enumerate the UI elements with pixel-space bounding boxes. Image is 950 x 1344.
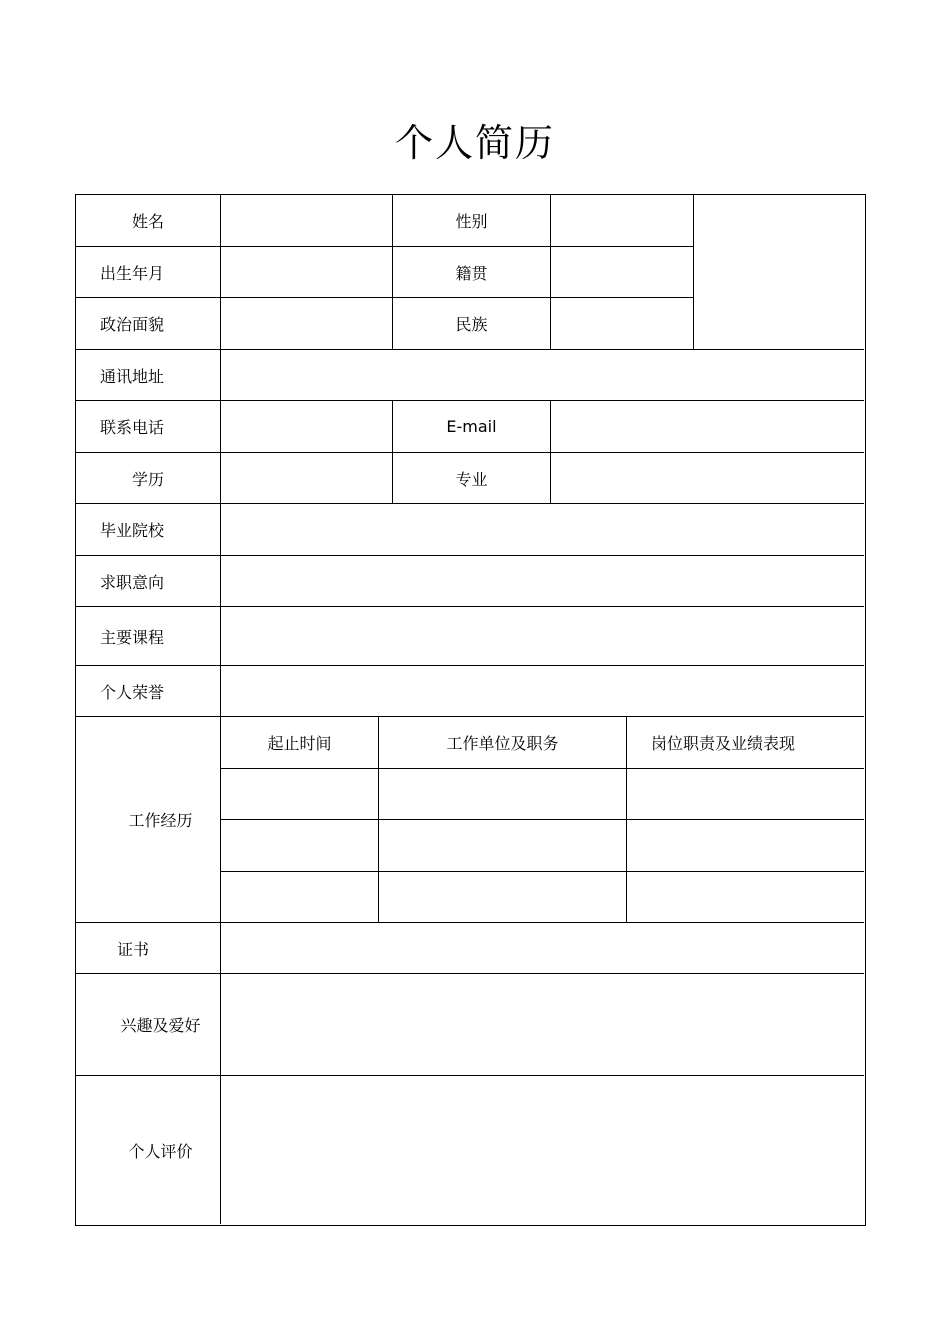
label-self-evaluation: 个人评价 [76,1076,221,1224]
label-major: 专业 [393,453,551,504]
field-certificates[interactable] [221,923,864,974]
field-phone[interactable] [221,401,393,453]
work-header-company-position: 工作单位及职务 [379,717,627,769]
label-address: 通讯地址 [76,350,221,401]
label-courses: 主要课程 [76,607,221,666]
label-birth: 出生年月 [76,247,221,298]
label-job-intention: 求职意向 [76,556,221,607]
label-certificates: 证书 [76,923,221,974]
field-hobbies[interactable] [221,974,864,1076]
label-gender: 性别 [393,195,551,247]
label-email: E-mail [393,401,551,453]
field-school[interactable] [221,504,864,556]
label-education: 学历 [76,453,221,504]
field-major[interactable] [551,453,864,504]
field-job-intention[interactable] [221,556,864,607]
label-ethnicity: 民族 [393,298,551,350]
field-native-place[interactable] [551,247,694,298]
work-header-duties: 岗位职责及业绩表现 [627,717,864,769]
photo-box[interactable] [694,195,864,350]
field-address[interactable] [221,350,864,401]
field-courses[interactable] [221,607,864,666]
field-education[interactable] [221,453,393,504]
work-row-3-company[interactable] [379,872,627,923]
work-row-1-company[interactable] [379,769,627,820]
label-hobbies: 兴趣及爱好 [76,974,221,1076]
work-row-3-duties[interactable] [627,872,864,923]
label-name: 姓名 [76,195,221,247]
page-title: 个人简历 [394,121,555,165]
work-header-period: 起止时间 [221,717,379,769]
work-row-2-company[interactable] [379,820,627,872]
field-birth[interactable] [221,247,393,298]
field-honors[interactable] [221,666,864,717]
label-native-place: 籍贯 [393,247,551,298]
field-gender[interactable] [551,195,694,247]
resume-table [75,194,866,1226]
work-row-2-period[interactable] [221,820,379,872]
label-political-status: 政治面貌 [76,298,221,350]
field-ethnicity[interactable] [551,298,694,350]
label-honors: 个人荣誉 [76,666,221,717]
work-row-1-duties[interactable] [627,769,864,820]
work-row-3-period[interactable] [221,872,379,923]
field-self-evaluation[interactable] [221,1076,864,1224]
field-political-status[interactable] [221,298,393,350]
field-name[interactable] [221,195,393,247]
label-school: 毕业院校 [76,504,221,556]
field-email[interactable] [551,401,864,453]
label-work-experience: 工作经历 [76,717,221,923]
work-row-2-duties[interactable] [627,820,864,872]
label-phone: 联系电话 [76,401,221,453]
work-row-1-period[interactable] [221,769,379,820]
